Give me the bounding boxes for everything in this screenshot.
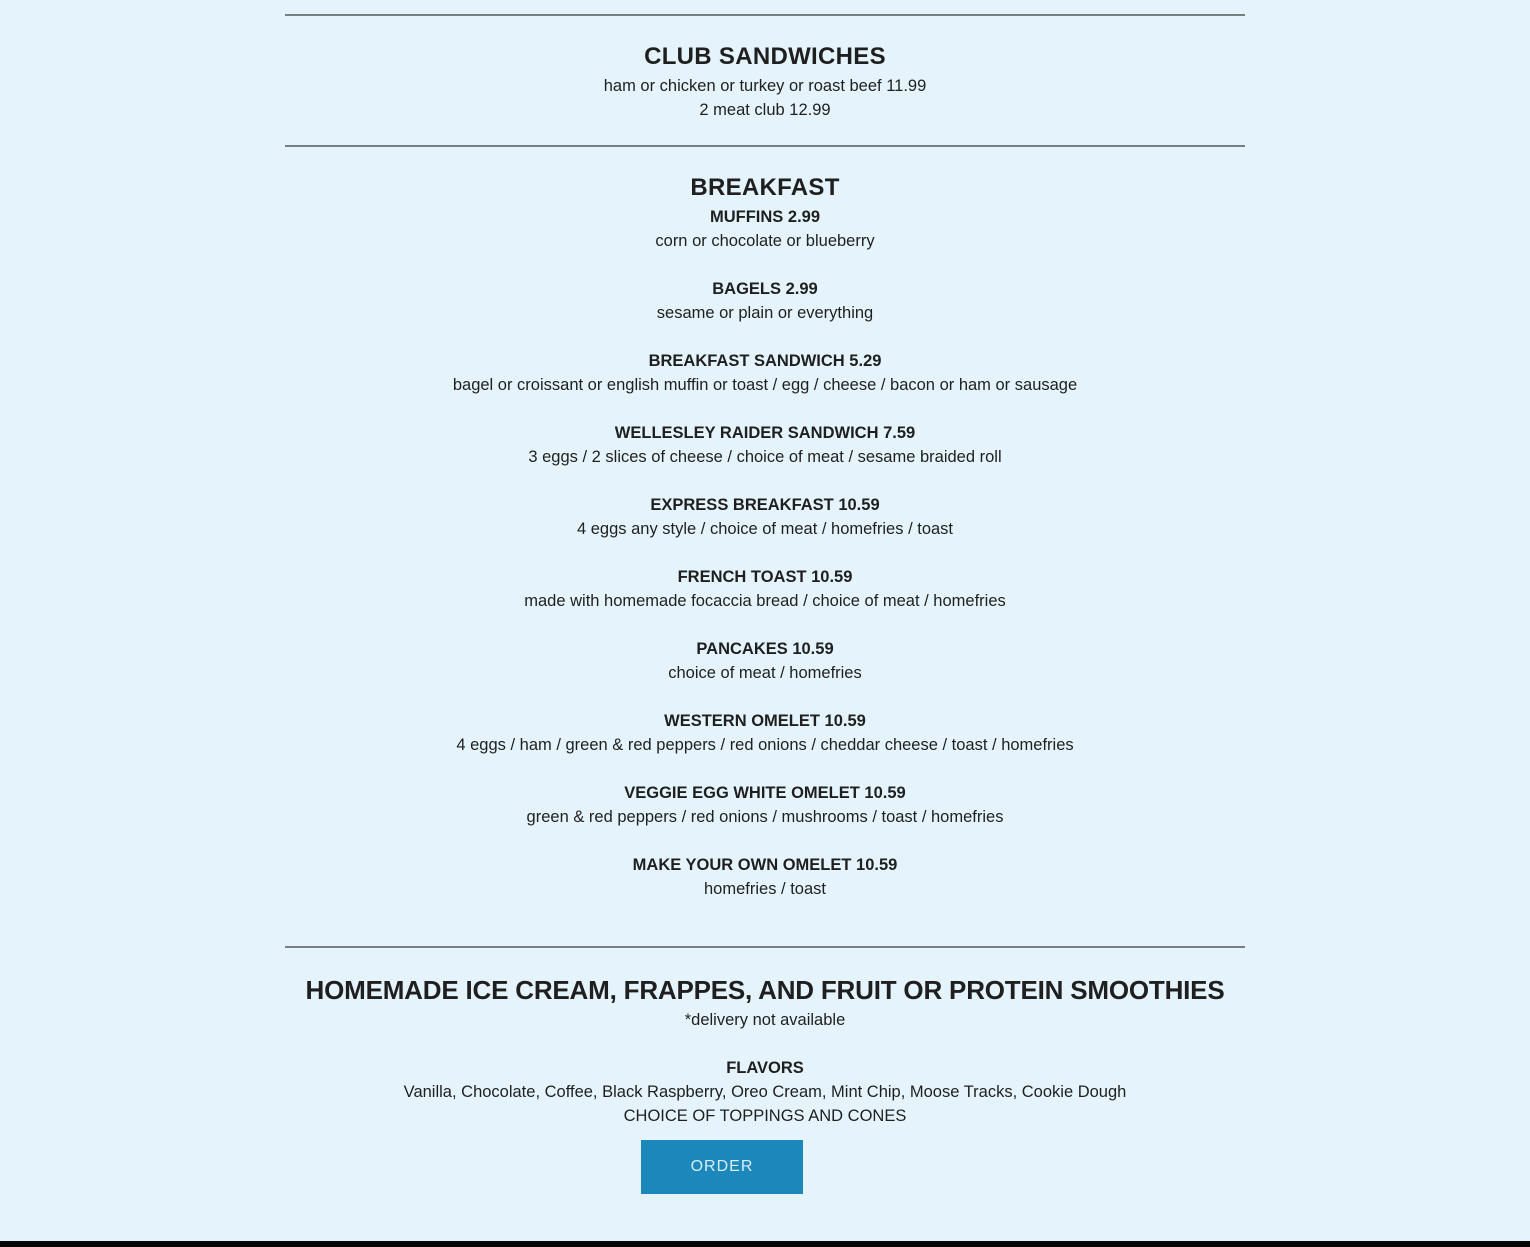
menu-item-pancakes xyxy=(285,637,1245,685)
toppings-line: CHOICE OF TOPPINGS AND CONES xyxy=(623,1107,907,1125)
flavors-label: FLAVORS xyxy=(726,1059,804,1077)
menu-item-name: EXPRESS BREAKFAST 10.59 xyxy=(650,496,880,514)
section-breakfast xyxy=(285,171,1245,901)
menu-item-name: WESTERN OMELET 10.59 xyxy=(664,712,866,730)
menu-item-name: BREAKFAST SANDWICH 5.29 xyxy=(648,352,882,370)
menu-item-french-toast xyxy=(285,565,1245,613)
club-sandwiches-line-1: ham or chicken or turkey or roast beef 11.99 xyxy=(603,77,927,95)
menu-item-description: bagel or croissant or english muffin or toast / egg / cheese / bacon or ham or sausage xyxy=(452,376,1078,394)
menu-item-breakfast-sandwich xyxy=(285,349,1245,397)
section-divider-bottom xyxy=(285,946,1245,948)
menu-item-description: 4 eggs any style / choice of meat / homefries / toast xyxy=(576,520,954,538)
menu-item-description: sesame or plain or everything xyxy=(656,304,874,322)
menu-item-description: 4 eggs / ham / green & red peppers / red onions / cheddar cheese / toast / homefries xyxy=(456,736,1074,754)
menu-item-muffins xyxy=(285,205,1245,253)
menu-item-description: homefries / toast xyxy=(704,880,826,898)
menu-item-make-your-own-omelet xyxy=(285,853,1245,901)
menu-item-description: corn or chocolate or blueberry xyxy=(655,232,875,250)
section-ice-cream xyxy=(285,972,1245,1194)
menu-item-name: PANCAKES 10.59 xyxy=(696,640,834,658)
menu-item-name: VEGGIE EGG WHITE OMELET 10.59 xyxy=(624,784,906,802)
menu-item-name: MUFFINS 2.99 xyxy=(709,208,821,226)
menu-item-name: BAGELS 2.99 xyxy=(712,280,818,298)
section-club-sandwiches xyxy=(285,40,1245,122)
menu-item-description: 3 eggs / 2 slices of cheese / choice of meat / sesame braided roll xyxy=(528,448,1002,466)
breakfast-items xyxy=(285,205,1245,901)
breakfast-title: BREAKFAST xyxy=(690,174,840,201)
section-divider-middle xyxy=(285,145,1245,147)
delivery-note: *delivery not available xyxy=(684,1011,846,1029)
menu-content-column xyxy=(285,0,1245,1194)
menu-item-express-breakfast xyxy=(285,493,1245,541)
flavors-block xyxy=(285,1056,1245,1128)
menu-item-western-omelet xyxy=(285,709,1245,757)
ice-cream-title: HOMEMADE ICE CREAM, FRAPPES, AND FRUIT OR PROTEIN SMOOTHIES xyxy=(305,975,1225,1005)
section-divider-top xyxy=(285,14,1245,16)
bottom-bar xyxy=(0,1241,1530,1247)
menu-item-name: FRENCH TOAST 10.59 xyxy=(677,568,853,586)
menu-item-description: choice of meat / homefries xyxy=(668,664,862,682)
menu-item-description: made with homemade focaccia bread / choice of meat / homefries xyxy=(524,592,1006,610)
menu-item-name: MAKE YOUR OWN OMELET 10.59 xyxy=(632,856,898,874)
menu-item-bagels xyxy=(285,277,1245,325)
menu-item-veggie-egg-white-omelet xyxy=(285,781,1245,829)
club-sandwiches-line-2: 2 meat club 12.99 xyxy=(699,101,831,119)
order-button[interactable]: ORDER xyxy=(641,1140,803,1194)
club-sandwiches-title: CLUB SANDWICHES xyxy=(644,43,886,70)
flavors-list: Vanilla, Chocolate, Coffee, Black Raspberry, Oreo Cream, Mint Chip, Moose Tracks, Cookie Dough xyxy=(403,1083,1127,1101)
menu-item-wellesley-raider xyxy=(285,421,1245,469)
menu-item-description: green & red peppers / red onions / mushrooms / toast / homefries xyxy=(526,808,1004,826)
menu-item-name: WELLESLEY RAIDER SANDWICH 7.59 xyxy=(614,424,916,442)
